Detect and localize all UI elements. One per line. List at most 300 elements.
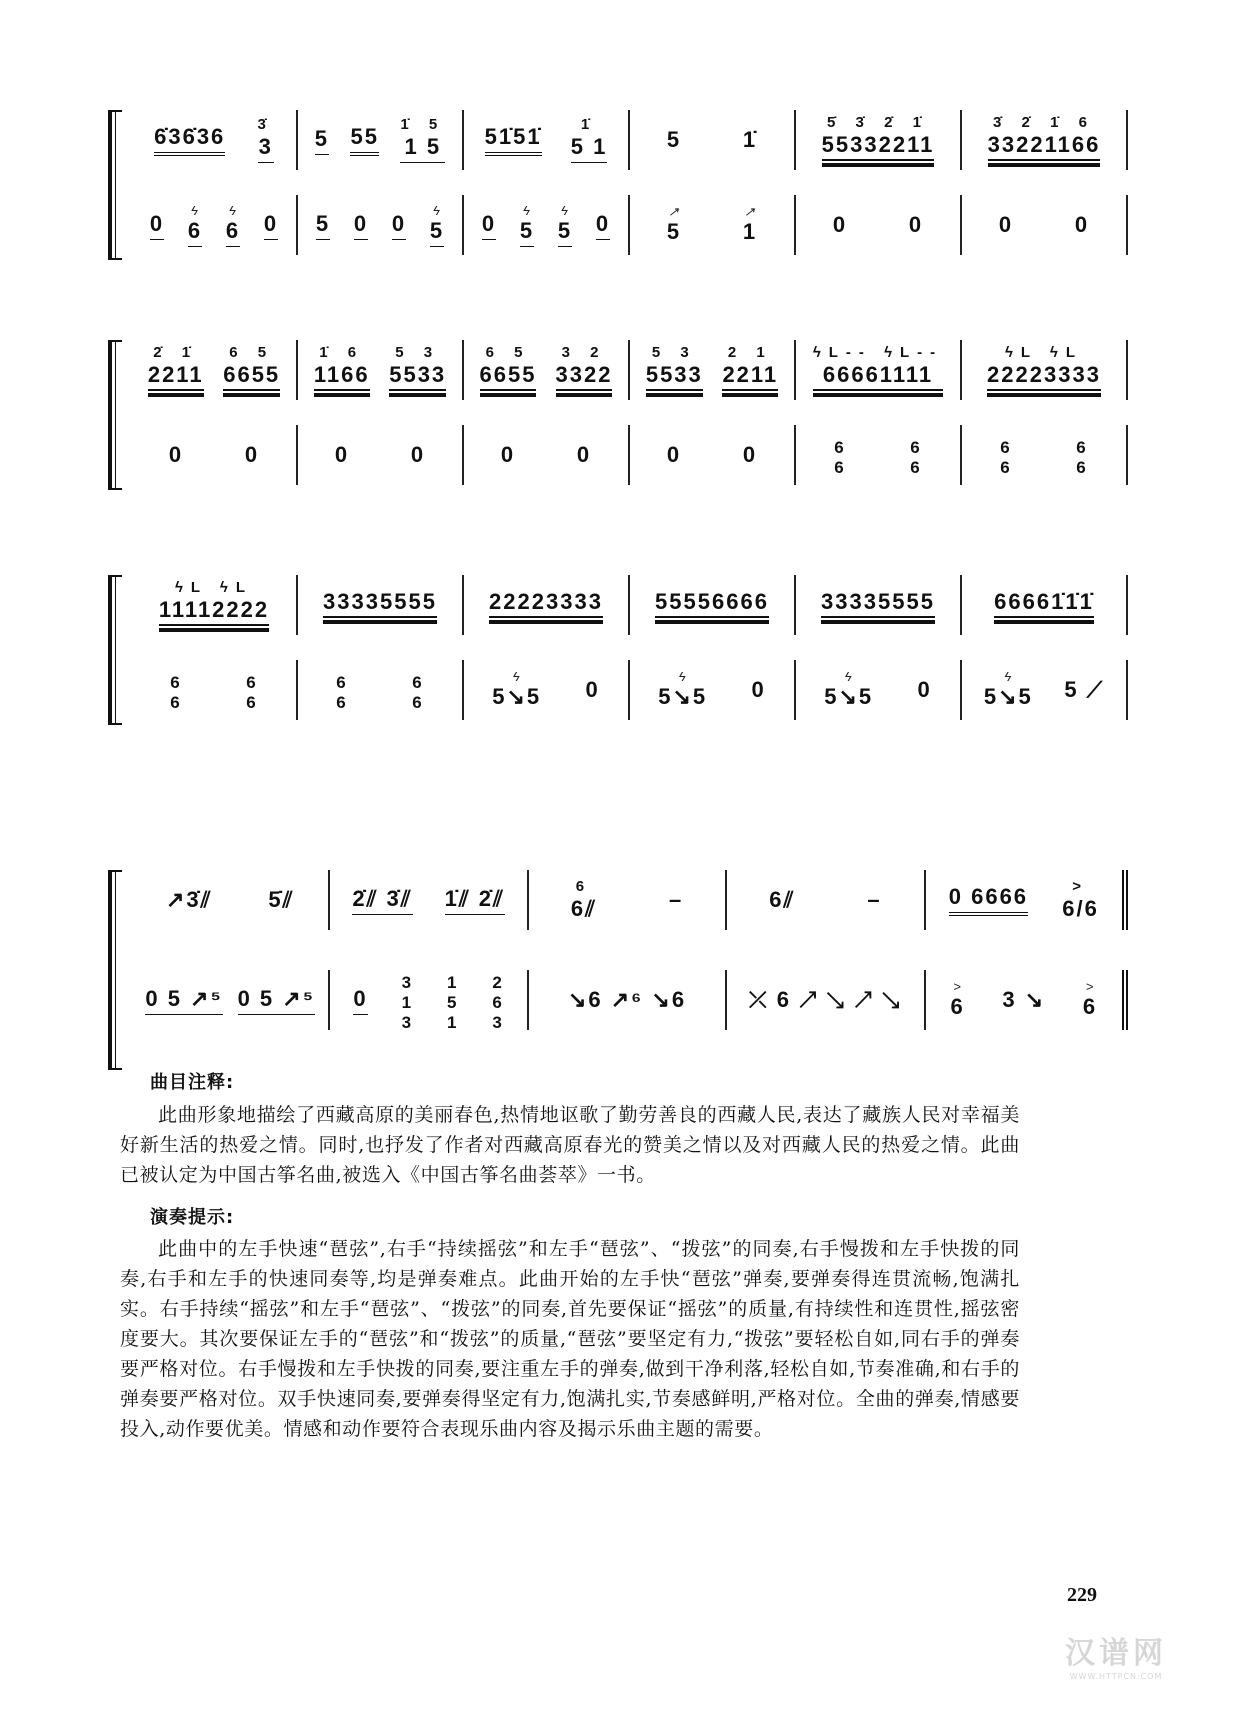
note-group [1064, 677, 1104, 703]
measure [630, 425, 796, 485]
notes: 11112222 [158, 597, 270, 622]
note-group [238, 986, 315, 1015]
note-group [752, 677, 766, 703]
watermark-logo: 汉谱网 [1065, 1636, 1167, 1671]
notes: 5↘5 [658, 684, 708, 709]
notes: 0 [263, 210, 279, 236]
notes: 2̇⫽ 3̇⫽ [352, 885, 413, 911]
technique-mark: ϟ [1004, 669, 1013, 684]
measure [132, 575, 298, 635]
note-group [822, 115, 935, 165]
measure [727, 870, 925, 930]
notes: 0 [742, 442, 758, 467]
notes: 5 [315, 210, 331, 236]
measure [132, 425, 298, 485]
notes: 0 [908, 212, 924, 237]
notes: 6 [950, 994, 965, 1019]
note-group [392, 211, 406, 240]
notes: 5 [666, 127, 682, 152]
notes: 6655 [479, 362, 537, 387]
chord-note: 6 [246, 692, 258, 712]
note-group [749, 987, 902, 1013]
score-system [108, 340, 1128, 490]
chord-note: 6 [834, 437, 846, 457]
notes: 0 [595, 210, 611, 236]
measure [529, 870, 727, 930]
chord-note: 6 [1076, 457, 1088, 477]
notes: 0 6666 [948, 884, 1029, 909]
measure [464, 425, 630, 485]
upper-voice: 1̇ 6 [319, 344, 365, 361]
notes: 0 [168, 442, 184, 467]
technique-mark: ϟ [844, 669, 853, 684]
measure [464, 110, 630, 170]
notes: – [867, 887, 882, 912]
note-group [667, 127, 681, 153]
notes: 5 ⟋ [1064, 677, 1105, 702]
note-group [480, 345, 537, 395]
note-group [501, 442, 515, 468]
chord-note: 6 [336, 672, 348, 692]
technique-mark: ϟ [229, 202, 237, 218]
note-group [994, 589, 1094, 622]
note-group [655, 589, 769, 622]
note-group [258, 117, 274, 163]
note-group [268, 887, 294, 913]
measure [926, 870, 1128, 930]
notes: 0 [353, 985, 368, 1011]
upper-voice: 5 3 [651, 344, 697, 361]
measure [298, 195, 464, 255]
notes: 5 [314, 125, 329, 151]
chord-note: 1 [446, 972, 459, 992]
notes: 0 [998, 212, 1014, 237]
performance-paragraph: 此曲中的左手快速“琶弦”,右手“持续摇弦”和左手“琶弦”、“拨弦”的同奏,右手慢拨和左手快拨的同奏,右手和左手的快速同奏等,均是弹奏难点。此曲开始的左手快“琶弦”弹奏,要弹奏得连贯流畅,饱满扎实。右手持续“摇弦”和左手“琶弦”、“拨弦”的同奏,首先要保证“摇弦”的质量,有持续性和连贯性,摇弦密度要大。其次要保证左手的“琶弦”和“拨弦”的质量,“琶弦”要坚定有力,“拨弦”要轻松自如,同右手的弹奏要严格对位。右手慢拨和左手快拨的同奏,要注重左手的弹奏,做到干净利落,轻松自如,节奏准确,和右手的弹奏要严格对位。双手快速同奏,要弹奏得坚定有力,饱满扎实,节奏感鲜明,严格对位。全曲的弹奏,情感要投入,动作要优美。情感和动作要符合表现乐曲内容及揭示乐曲主题的需要。 [120, 1238, 1020, 1440]
note-group [743, 127, 757, 153]
notes: 1 [742, 219, 758, 244]
measure [298, 340, 464, 400]
note-group [489, 589, 603, 622]
note-group [667, 205, 681, 245]
notes: 3 ↘ [1002, 987, 1046, 1012]
note-group [353, 986, 367, 1015]
notes: 0 [1074, 212, 1090, 237]
measure [962, 340, 1128, 400]
notes: 5 1 [570, 134, 608, 159]
technique-mark: ϟ [678, 669, 687, 684]
note-group [1062, 879, 1099, 922]
notes: 0 [666, 442, 682, 467]
chord-note: 6 [1076, 437, 1088, 457]
chord-note: 6 [910, 437, 922, 457]
page-number: 229 [1067, 1584, 1097, 1606]
notes: 6 [1082, 994, 1098, 1019]
measure [630, 660, 796, 720]
measure [796, 575, 962, 635]
notes: 0 [751, 677, 766, 702]
measure [132, 340, 298, 400]
chord-note: 5 [446, 992, 459, 1012]
chord-note: 2 [492, 972, 504, 992]
notes: 5̇⫽ [268, 887, 295, 912]
note-group [485, 124, 542, 156]
note-group [658, 670, 707, 710]
left-hand-staff [132, 195, 1128, 255]
left-hand-staff [132, 970, 1128, 1030]
notes: 55332211 [821, 132, 935, 157]
note-group [402, 968, 413, 1033]
notes: 5 [429, 217, 445, 243]
note-group [145, 986, 222, 1015]
notes: 6 [225, 217, 241, 243]
measure [630, 110, 796, 170]
chord-note: 6 [834, 457, 846, 477]
note-group [315, 126, 329, 155]
left-hand-staff [132, 660, 1128, 720]
technique-mark: > [953, 979, 962, 994]
upper-voice: ϟL ϟL [1004, 344, 1084, 361]
note-group [430, 204, 444, 247]
measure [630, 575, 796, 635]
measure [330, 970, 528, 1030]
note-group [646, 345, 703, 395]
chord-note: 3 [401, 972, 414, 992]
note-group [492, 968, 503, 1033]
measure [132, 870, 330, 930]
note-group [389, 345, 446, 395]
measure [727, 970, 925, 1030]
measure [298, 575, 464, 635]
note-group [918, 677, 932, 703]
notes: 2211 [147, 362, 204, 387]
notes: 55556666 [655, 588, 769, 614]
notes: 2211 [722, 362, 779, 387]
note-group [354, 211, 368, 240]
notes: 5533 [645, 362, 703, 387]
measure [796, 110, 962, 170]
system-bracket [108, 110, 122, 260]
measure [529, 970, 727, 1030]
note-group [223, 345, 280, 395]
chord-note: 3 [401, 1012, 414, 1032]
chord-note: 6 [170, 672, 182, 692]
notes: 0 [576, 442, 592, 467]
measure [630, 195, 796, 255]
note-group [821, 589, 935, 622]
upper-voice: 3 2 [561, 344, 607, 361]
notes: 0 [334, 442, 350, 467]
notes: 0 [917, 677, 932, 702]
note-group [568, 987, 686, 1013]
measure [464, 660, 630, 720]
measure [962, 660, 1128, 720]
notes: – [668, 887, 684, 912]
measure [796, 340, 962, 400]
note-group [350, 124, 378, 156]
note-group [909, 212, 923, 238]
notes: 33335555 [323, 588, 437, 614]
notes: 1̇ [742, 127, 758, 152]
chord-note: 6 [246, 672, 258, 692]
note-group [316, 211, 330, 240]
notes: 66661111 [822, 362, 934, 387]
chord-stack [834, 438, 845, 478]
notes: 1166 [313, 362, 370, 387]
notes: 0 5 ↗⁵ [145, 985, 223, 1011]
right-hand-staff [132, 110, 1128, 170]
measure [962, 110, 1128, 170]
notes-paragraph: 此曲形象地描绘了西藏高原的美丽春色,热情地讴歌了勤劳善良的西藏人民,表达了藏族人民对幸福美好新生活的热爱之情。同时,也抒发了作者对西藏高原春光的赞美之情以及对西藏人民的热爱之情。此曲已被认定为中国古筝名曲,被选入《中国古筝名曲荟萃》一书。 [120, 1104, 1020, 1186]
note-group [335, 442, 349, 468]
measure [330, 870, 528, 930]
upper-voice: 5 3 [395, 344, 441, 361]
chord-note: 6 [412, 692, 424, 712]
notes: 0 5 ↗⁵ [237, 985, 316, 1011]
note-group [1002, 987, 1045, 1013]
notes: 33335555 [821, 588, 935, 614]
right-hand-staff [132, 575, 1128, 635]
notes: 6 [187, 217, 203, 243]
chord-note: 6 [1000, 437, 1012, 457]
upper-voice: 3̇ 2̇ 1̇ 6 [993, 114, 1095, 131]
technique-mark: ϟ [561, 202, 569, 218]
upper-voice: 6 5 [485, 344, 531, 361]
upper-voice: 2 1 [727, 344, 773, 361]
note-group [743, 205, 757, 245]
upper-voice: 6 [575, 877, 593, 895]
note-group [813, 345, 943, 395]
right-hand-staff [132, 870, 1128, 930]
notes: 0 [481, 210, 497, 236]
note-group [824, 670, 873, 710]
notes: 5↘5 [824, 684, 874, 709]
notes: 1 5 [404, 134, 442, 159]
note-group [336, 668, 347, 713]
note-group [950, 980, 964, 1020]
note-group [246, 668, 257, 713]
note-group [314, 345, 370, 395]
technique-mark: ↗ [668, 204, 680, 219]
measure [132, 110, 298, 170]
notes: 0 [585, 677, 600, 702]
performance-heading: 演奏提示: [150, 1207, 235, 1228]
note-group [571, 117, 608, 163]
note-group [148, 345, 204, 395]
notes: 0 [500, 442, 516, 467]
note-group [984, 670, 1033, 710]
notes: 22223333 [489, 588, 603, 614]
note-group [411, 442, 425, 468]
notes: 0 [391, 210, 407, 236]
technique-mark: ϟ [433, 202, 441, 218]
note-group [949, 884, 1028, 916]
notes: 5 [666, 219, 682, 244]
note-group [669, 887, 683, 913]
chord-stack [1076, 438, 1087, 478]
notes: 33221166 [987, 132, 1101, 157]
note-group [667, 442, 681, 468]
measure [298, 660, 464, 720]
note-group [188, 204, 202, 247]
chord-stack [910, 438, 921, 478]
watermark-url: WWW.HTTPCN.COM [1069, 1672, 1163, 1681]
measure [962, 425, 1128, 485]
upper-voice: 1̇ 5 [400, 116, 446, 133]
measure [962, 575, 1128, 635]
notes: 5↘5 [983, 684, 1033, 709]
measure [796, 195, 962, 255]
note-group [867, 887, 881, 913]
note-group [166, 887, 212, 913]
note-group [769, 887, 795, 913]
measure [962, 195, 1128, 255]
notes: 0 [353, 210, 369, 236]
system-bracket [108, 870, 122, 1070]
notes: 3322 [555, 362, 613, 387]
note-group [834, 433, 845, 478]
notes: 5↘5 [492, 684, 542, 709]
notes: 5533 [389, 362, 447, 387]
note-group [150, 211, 164, 240]
upper-voice: 1̇ [580, 116, 598, 133]
note-group [1076, 433, 1087, 478]
notes: 6/6 [1062, 895, 1099, 921]
note-group [520, 204, 534, 247]
measure [796, 660, 962, 720]
chord-stack [246, 673, 257, 713]
chord-note: 6 [170, 692, 182, 712]
note-group [154, 124, 225, 156]
note-group [400, 117, 445, 163]
chord-stack [336, 673, 347, 713]
technique-mark: ↗ [744, 204, 756, 219]
notes: 6655 [223, 362, 281, 387]
measure [132, 660, 298, 720]
chord-note: 1 [401, 992, 414, 1012]
notes: 66661̇1̇1̇ [994, 588, 1094, 614]
chord-stack [492, 973, 503, 1033]
note-group [1000, 433, 1011, 478]
note-group [558, 204, 572, 247]
note-group [1083, 980, 1097, 1020]
note-group [596, 211, 610, 240]
chord-note: 6 [492, 992, 504, 1012]
notes: 0 [244, 442, 260, 467]
chord-stack [170, 673, 181, 713]
chord-stack [447, 973, 458, 1033]
notes: 51̇51̇ [484, 124, 542, 149]
measure [464, 195, 630, 255]
upper-voice: 2̇ 1̇ [153, 344, 199, 361]
note-group [323, 589, 437, 622]
notes: 0 [410, 442, 426, 467]
chord-stack [412, 673, 423, 713]
note-group [169, 442, 183, 468]
notes-heading: 曲目注释: [150, 1072, 235, 1093]
note-group [445, 886, 505, 915]
notes: 6̇36̇36 [154, 124, 226, 149]
note-group [492, 670, 541, 710]
note-group [226, 204, 240, 247]
notes: 0 [149, 210, 165, 236]
note-group [482, 211, 496, 240]
chord-stack [1000, 438, 1011, 478]
right-hand-staff [132, 340, 1128, 400]
upper-voice: 6 5 [229, 344, 275, 361]
measure [132, 970, 330, 1030]
notes: ⤫ 6 ↗ ↘ ↗ ↘ [749, 987, 902, 1012]
note-group [987, 345, 1101, 395]
upper-voice: ϟL-- ϟL-- [812, 344, 944, 361]
notes: ↘6 ↗⁶ ↘6 [567, 987, 687, 1012]
technique-mark: ϟ [191, 202, 199, 218]
notes: 5 [519, 217, 535, 243]
notes: 55 [350, 124, 379, 149]
measure [132, 195, 298, 255]
upper-voice: 3̇ [257, 116, 274, 133]
note-group [743, 442, 757, 468]
measure [926, 970, 1128, 1030]
notes: 1̇⫽ 2̇⫽ [444, 885, 505, 911]
chord-note: 6 [1000, 457, 1012, 477]
note-group [577, 442, 591, 468]
notes: 22223333 [987, 362, 1101, 387]
note-group [245, 442, 259, 468]
note-group [571, 879, 597, 922]
notes: 0 [832, 212, 848, 237]
note-group [999, 212, 1013, 238]
measure [298, 425, 464, 485]
note-group [586, 677, 600, 703]
chord-note: 3 [492, 1012, 504, 1032]
upper-voice: ϟL ϟL [174, 579, 254, 596]
notes: 6⫽ [769, 887, 796, 912]
notes: 6⫽ [570, 895, 597, 921]
measure [464, 340, 630, 400]
technique-mark: ϟ [512, 669, 521, 684]
chord-note: 6 [910, 457, 922, 477]
score-system [108, 575, 1128, 725]
note-group [910, 433, 921, 478]
measure [630, 340, 796, 400]
note-group [159, 580, 269, 630]
upper-voice: 5̇ 3̇ 2̇ 1̇ [827, 114, 929, 131]
system-bracket [108, 340, 122, 490]
note-group [264, 211, 278, 240]
chord-note: 6 [412, 672, 424, 692]
measure [298, 110, 464, 170]
measure [464, 575, 630, 635]
upper-voice: > [1072, 877, 1089, 895]
note-group [1075, 212, 1089, 238]
note-group [556, 345, 613, 395]
measure [796, 425, 962, 485]
technique-mark: > [1085, 979, 1095, 994]
score-system [108, 870, 1128, 1070]
chord-stack [402, 973, 413, 1033]
technique-mark: ϟ [523, 202, 531, 218]
notes: 5 [557, 217, 573, 243]
score-system [108, 110, 1128, 260]
chord-note: 6 [336, 692, 348, 712]
note-group [170, 668, 181, 713]
left-hand-staff [132, 425, 1128, 485]
watermark [1065, 1628, 1167, 1681]
notes: ↗3̇⫽ [165, 887, 213, 912]
chord-note: 1 [446, 1012, 459, 1032]
note-group [833, 212, 847, 238]
note-group [412, 668, 423, 713]
